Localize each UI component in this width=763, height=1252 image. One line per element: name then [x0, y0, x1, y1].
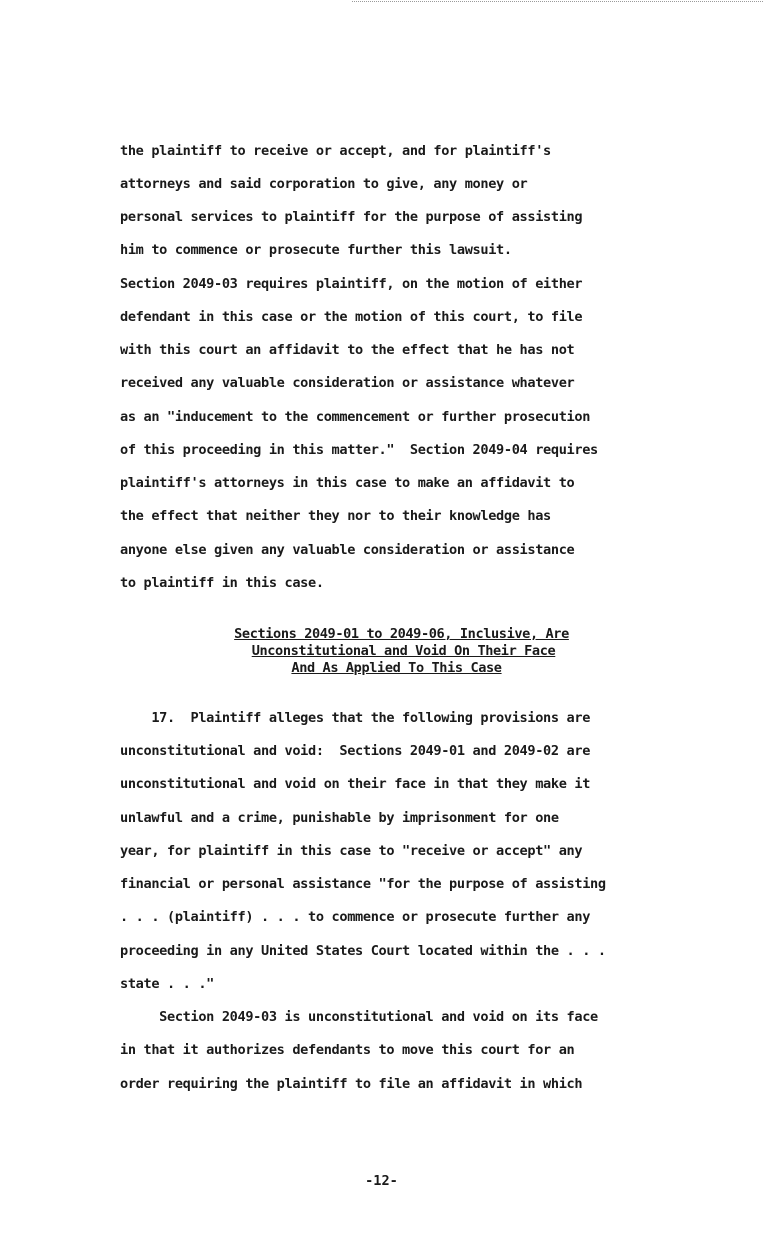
- text-line: the plaintiff to receive or accept, and for plaintiff's: [120, 143, 551, 159]
- text-line: the effect that neither they nor to their knowledge has: [120, 508, 551, 524]
- text-line: with this court an affidavit to the effect that he has not: [120, 342, 575, 358]
- text-line: to plaintiff in this case.: [120, 575, 324, 591]
- text-line: unlawful and a crime, punishable by imprisonment for one: [120, 810, 559, 826]
- section-heading-line: Sections 2049-01 to 2049-06, Inclusive, Are: [234, 626, 569, 642]
- text-line: received any valuable consideration or assistance whatever: [120, 375, 575, 391]
- text-line: 17. Plaintiff alleges that the following provisions are: [120, 710, 591, 726]
- text-line: personal services to plaintiff for the purpose of assisting: [120, 209, 583, 225]
- text-line: . . . (plaintiff) . . . to commence or prosecute further any: [120, 909, 591, 925]
- text-line: attorneys and said corporation to give, any money or: [120, 176, 528, 192]
- text-line: of this proceeding in this matter." Section 2049-04 requires: [120, 442, 598, 458]
- text-line: Section 2049-03 requires plaintiff, on the motion of either: [120, 276, 583, 292]
- text-line: state . . .": [120, 976, 215, 992]
- text-line: as an "inducement to the commencement or further prosecution: [120, 409, 591, 425]
- text-line: plaintiff's attorneys in this case to make an affidavit to: [120, 475, 575, 491]
- text-line: anyone else given any valuable consideration or assistance: [120, 542, 575, 558]
- text-line: him to commence or prosecute further this lawsuit.: [120, 242, 512, 258]
- text-line: in that it authorizes defendants to move this court for an: [120, 1042, 575, 1058]
- text-line: year, for plaintiff in this case to "receive or accept" any: [120, 843, 583, 859]
- text-line: unconstitutional and void: Sections 2049-01 and 2049-02 are: [120, 743, 591, 759]
- section-heading-line: And As Applied To This Case: [291, 660, 502, 676]
- text-line: Section 2049-03 is unconstitutional and void on its face: [120, 1009, 598, 1025]
- text-line: unconstitutional and void on their face in that they make it: [120, 776, 591, 792]
- text-line: financial or personal assistance "for the purpose of assisting: [120, 876, 606, 892]
- text-line: proceeding in any United States Court located within the . . .: [120, 943, 606, 959]
- page-number: -12-: [365, 1173, 398, 1189]
- text-line: defendant in this case or the motion of this court, to file: [120, 309, 583, 325]
- text-line: order requiring the plaintiff to file an affidavit in which: [120, 1076, 583, 1092]
- section-heading-line: Unconstitutional and Void On Their Face: [251, 643, 556, 659]
